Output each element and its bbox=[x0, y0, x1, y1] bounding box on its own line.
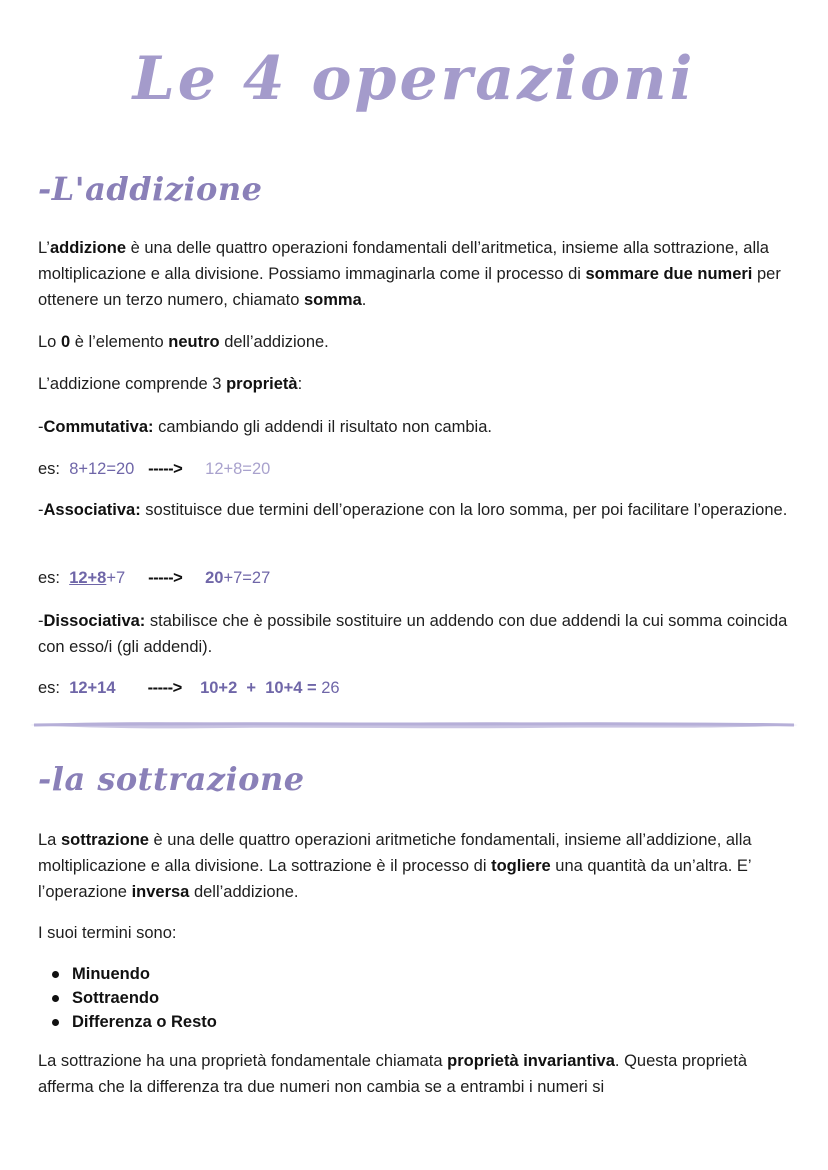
bullet-icon bbox=[52, 1019, 59, 1026]
termini-list bbox=[40, 962, 217, 1034]
addizione-proprieta: L’addizione comprende 3 proprietà: bbox=[38, 375, 303, 393]
associativa-definition: -Associativa: sostituisce due termini dell’operazione con la loro somma, per poi facilitare l’operazione. bbox=[38, 501, 788, 519]
dissociativa-example: es: 12+14 -----> 10+2 + 10+4 = 26 bbox=[38, 679, 340, 697]
commutativa-definition: -Commutativa: cambiando gli addendi il risultato non cambia. bbox=[38, 418, 492, 436]
bullet-icon bbox=[52, 995, 59, 1002]
bullet-icon bbox=[52, 971, 59, 978]
commutativa-example: es: 8+12=20 -----> 12+8=20 bbox=[38, 460, 271, 478]
addizione-neutro: Lo 0 è l’elemento neutro dell’addizione. bbox=[38, 333, 329, 351]
associativa-example: es: 12+8+7 -----> 20+7=27 bbox=[38, 569, 271, 587]
addizione-intro: L’addizione è una delle quattro operazioni fondamentali dell’aritmetica, insieme alla sottrazione, alla moltiplicazione e alla divisione. Possiamo immaginarla come il processo di sommare due numeri per ottenere un terzo numero, chiamato somma. bbox=[38, 239, 781, 309]
list-item: Minuendo bbox=[40, 962, 217, 986]
termini-intro: I suoi termini sono: bbox=[38, 924, 177, 942]
section-heading-addizione: -L'addizione bbox=[38, 170, 263, 208]
page-title: Le 4 operazioni bbox=[132, 44, 696, 114]
section-heading-sottrazione: -la sottrazione bbox=[38, 760, 305, 798]
list-item: Differenza o Resto bbox=[40, 1010, 217, 1034]
section-divider bbox=[28, 718, 800, 732]
invariantiva-paragraph: La sottrazione ha una proprietà fondamentale chiamata proprietà invariantiva. Questa proprietà afferma che la differenza tra due numeri non cambia se a entrambi i numeri si bbox=[38, 1052, 747, 1096]
sottrazione-intro: La sottrazione è una delle quattro operazioni aritmetiche fondamentali, insieme all’addizione, alla moltiplicazione e alla divisione. La sottrazione è il processo di togliere una quantità da un’altra. E’ l’operazione inversa dell’addizione. bbox=[38, 831, 752, 901]
dissociativa-definition: -Dissociativa: stabilisce che è possibile sostituire un addendo con due addendi la cui somma coincida con esso/i (gli addendi). bbox=[38, 612, 788, 656]
list-item: Sottraendo bbox=[40, 986, 217, 1010]
